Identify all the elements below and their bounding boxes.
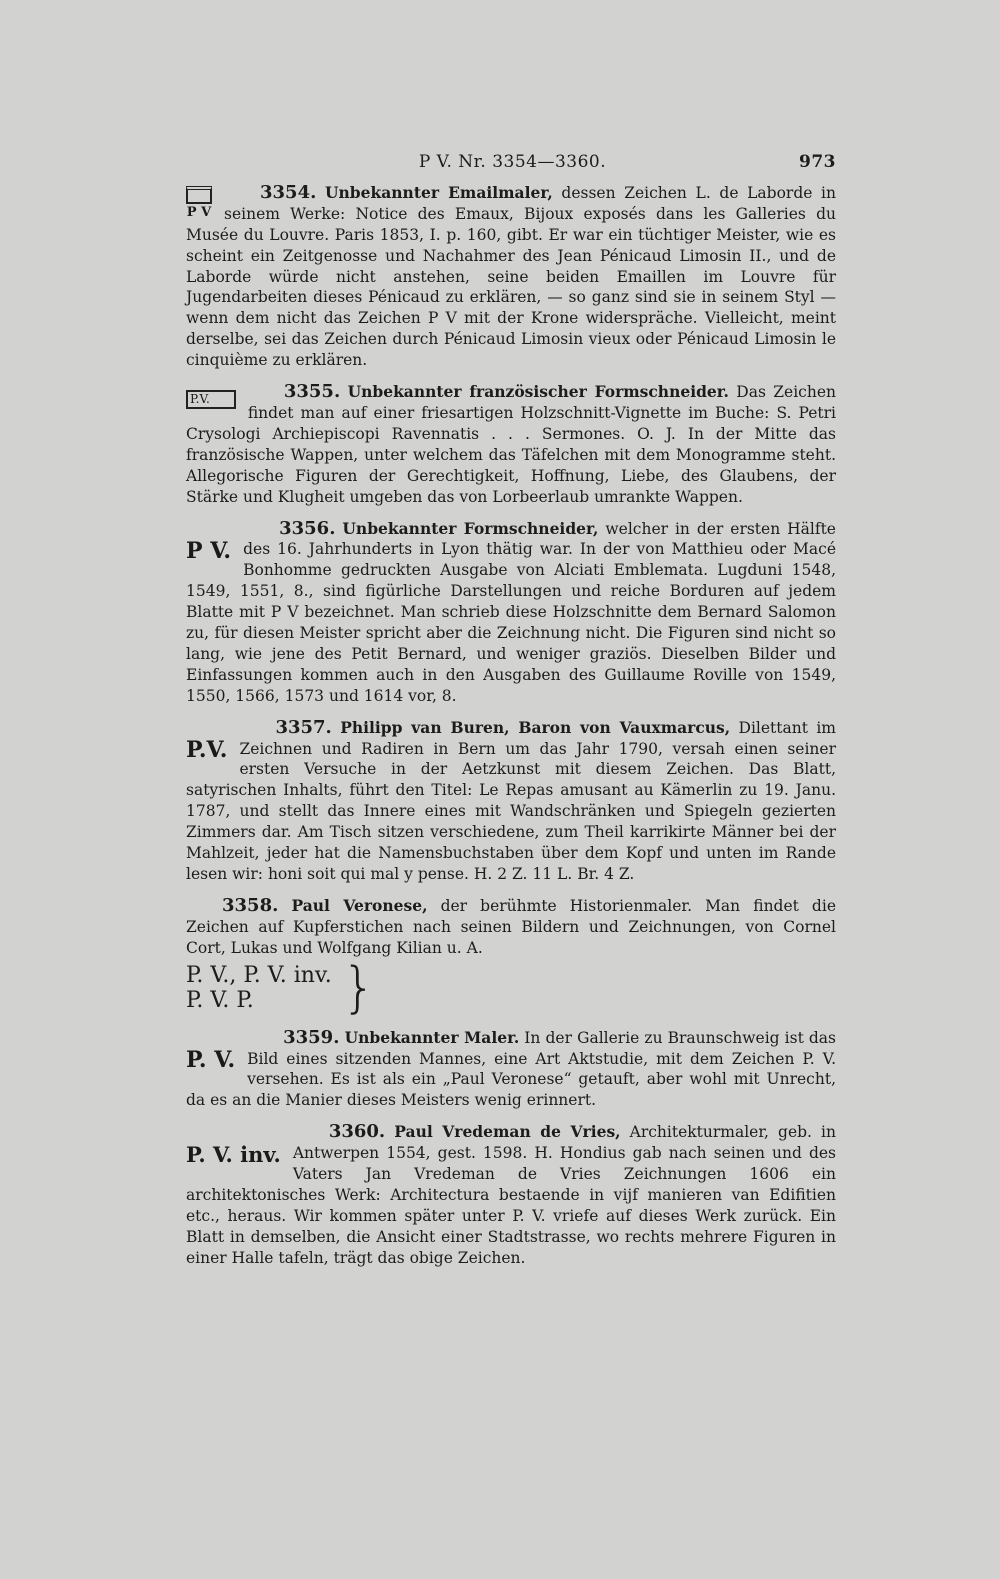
entry-name: Unbekannter Formschneider,	[342, 518, 599, 538]
monogram-pv-icon: P V.	[186, 537, 232, 564]
entry-text: Das Zeichen findet man auf einer friesartigen Holzschnitt-Vignette im Buche: S. Petri Crysologi Archiepiscopi Ravennatis . . . Sermones. O. J. In der Mitte das französische Wappen, unter welchem das Täfelchen mit dem Monogramme steht. Allegorische Figuren der Gerechtigkeit, Hoffnung, Liebe, des Glaubens, der Stärke und Klugheit umgeben das von Lorbeerlaub umrankte Wappen.	[186, 383, 836, 506]
monogram-pv-icon: P. V.	[186, 1046, 236, 1073]
entry-name: Paul Vredeman de Vries,	[394, 1122, 621, 1142]
book-page	[186, 152, 836, 1280]
entry-3357	[186, 718, 836, 885]
entry-number: 3355.	[283, 381, 341, 403]
entry-3356	[186, 519, 836, 707]
entry-name: Unbekannter Maler.	[344, 1027, 520, 1047]
entry-text: dessen Zeichen L. de Laborde in seinem Werke: Notice des Emaux, Bijoux exposés dans les Galleries du Musée du Louvre. Paris 1853, I. p. 160, gibt. Er war ein tüchtiger Meister, wie es scheint ein Zeitgenosse und Nachahmer des Jean Pénicaud Limosin II., und de Laborde würde nicht anstehen, seine beiden Emaillen im Louvre für Jugendarbeiten dieses Pénicaud zu erklären, — so ganz sind sie in seinem Styl — wenn dem nicht das Zeichen P V mit der Krone widerspräche. Vielleicht, meint derselbe, sei das Zeichen durch Pénicaud Limosin vieux oder Pénicaud Limosin le cinquième zu erklären.	[186, 183, 836, 370]
entry-3354	[186, 183, 836, 371]
entry-3358	[186, 896, 836, 1017]
page-number: 973	[799, 152, 836, 172]
entry-3355	[186, 382, 836, 507]
monogram-box-pv-icon: P.V.	[186, 385, 236, 409]
entry-text: welcher in der ersten Hälfte des 16. Jahrhunderts in Lyon thätig war. In der von Matthieu oder Macé Bonhomme gedruckten Ausgabe von Alciati Emblemata. Lugduni 1548, 1549, 1551, 8., sind figürliche Darstellungen und reiche Borduren auf jedem Blatte mit P V bezeichnet. Man schrieb diese Holzschnitte dem Bernard Salomon zu, für diesen Meister spricht aber die Zeichnung nicht. Die Figuren sind nicht so lang, wie jene des Petit Bernard, und weniger graziös. Dieselben Bilder und Einfassungen kommen auch in den Ausgaben des Guillaume Roville von 1549, 1550, 1566, 1573 und 1614 vor, 8.	[186, 519, 836, 705]
monogram-line: P. V., P. V. inv.	[186, 962, 332, 988]
page-header	[186, 152, 836, 173]
entry-name: Philipp van Buren, Baron von Vauxmarcus,	[340, 717, 731, 737]
monogram-group	[186, 955, 376, 1019]
brace-icon: }	[341, 955, 376, 1019]
entry-number: 3356.	[279, 517, 336, 539]
entry-3359	[186, 1028, 836, 1112]
entry-text: Architekturmaler, geb. in Antwerpen 1554, gest. 1598. H. Hondius gab nach seinen und des Vaters Jan Vredeman de Vries Zeichnungen 1606 ein architektonisches Werk: Architectura bestaende in vijf manieren van Edifitien etc., heraus. Wir kommen später unter P. V. vriefe auf dieses Werk zurück. Ein Blatt in demselben, die Ansicht einer Stadtstrasse, wo rechts mehrere Figuren in einer Halle tafeln, trägt das obige Zeichen.	[186, 1123, 836, 1267]
entry-number: 3360.	[328, 1121, 386, 1143]
entry-name: Paul Veronese,	[291, 895, 428, 915]
crown-icon	[186, 186, 212, 204]
entry-text: In der Gallerie zu Braunschweig ist das Bild eines sitzenden Mannes, eine Art Aktstudie, mit dem Zeichen P. V. versehen. Es ist als ein „Paul Veronese“ getauft, aber wohl mit Unrecht, da es an die Manier dieses Meisters wenig erinnert.	[186, 1028, 836, 1110]
monogram-line: P. V. P.	[186, 987, 254, 1013]
monogram-pv-inv-icon: P. V. inv.	[186, 1142, 281, 1168]
entry-text: Dilettant im Zeichnen und Radiren in Bern um das Jahr 1790, versah einen seiner ersten Versuche in der Aetzkunst mit diesem Zeichen. Das Blatt, satyrischen Inhalts, führt den Titel: Le Repas amusant au Kämerlin zu 19. Janu. 1787, und stellt das Innere eines mit Wandschränken und Spiegeln gezierten Zimmers dar. Am Tisch sitzen verschiedene, zum Theil karrikirte Männer bei der Mahlzeit, jeder hat die Namensbuchstaben über dem Kopf und unten im Rande lesen wir: honi soit qui mal y pense. H. 2 Z. 11 L. Br. 4 Z.	[186, 718, 836, 883]
monogram-pv-icon: P.V.	[186, 736, 228, 763]
entry-text: der berühmte Historienmaler. Man findet die Zeichen auf Kupferstichen nach seinen Bildern und Zeichnungen, von Cornel Cort, Lukas und Wolfgang Kilian u. A.	[186, 896, 836, 957]
entry-number: 3357.	[275, 716, 332, 738]
entry-name: Unbekannter Emailmaler,	[325, 182, 553, 202]
entry-name: Unbekannter französischer Formschneider.	[347, 382, 729, 402]
entry-number: 3359.	[283, 1026, 340, 1048]
entry-number: 3358.	[222, 894, 279, 916]
entry-number: 3354.	[260, 181, 317, 203]
monogram-crowned-pv-icon: P V	[186, 186, 212, 221]
running-title: P V. Nr. 3354—3360.	[418, 152, 607, 172]
entry-3360	[186, 1122, 836, 1268]
